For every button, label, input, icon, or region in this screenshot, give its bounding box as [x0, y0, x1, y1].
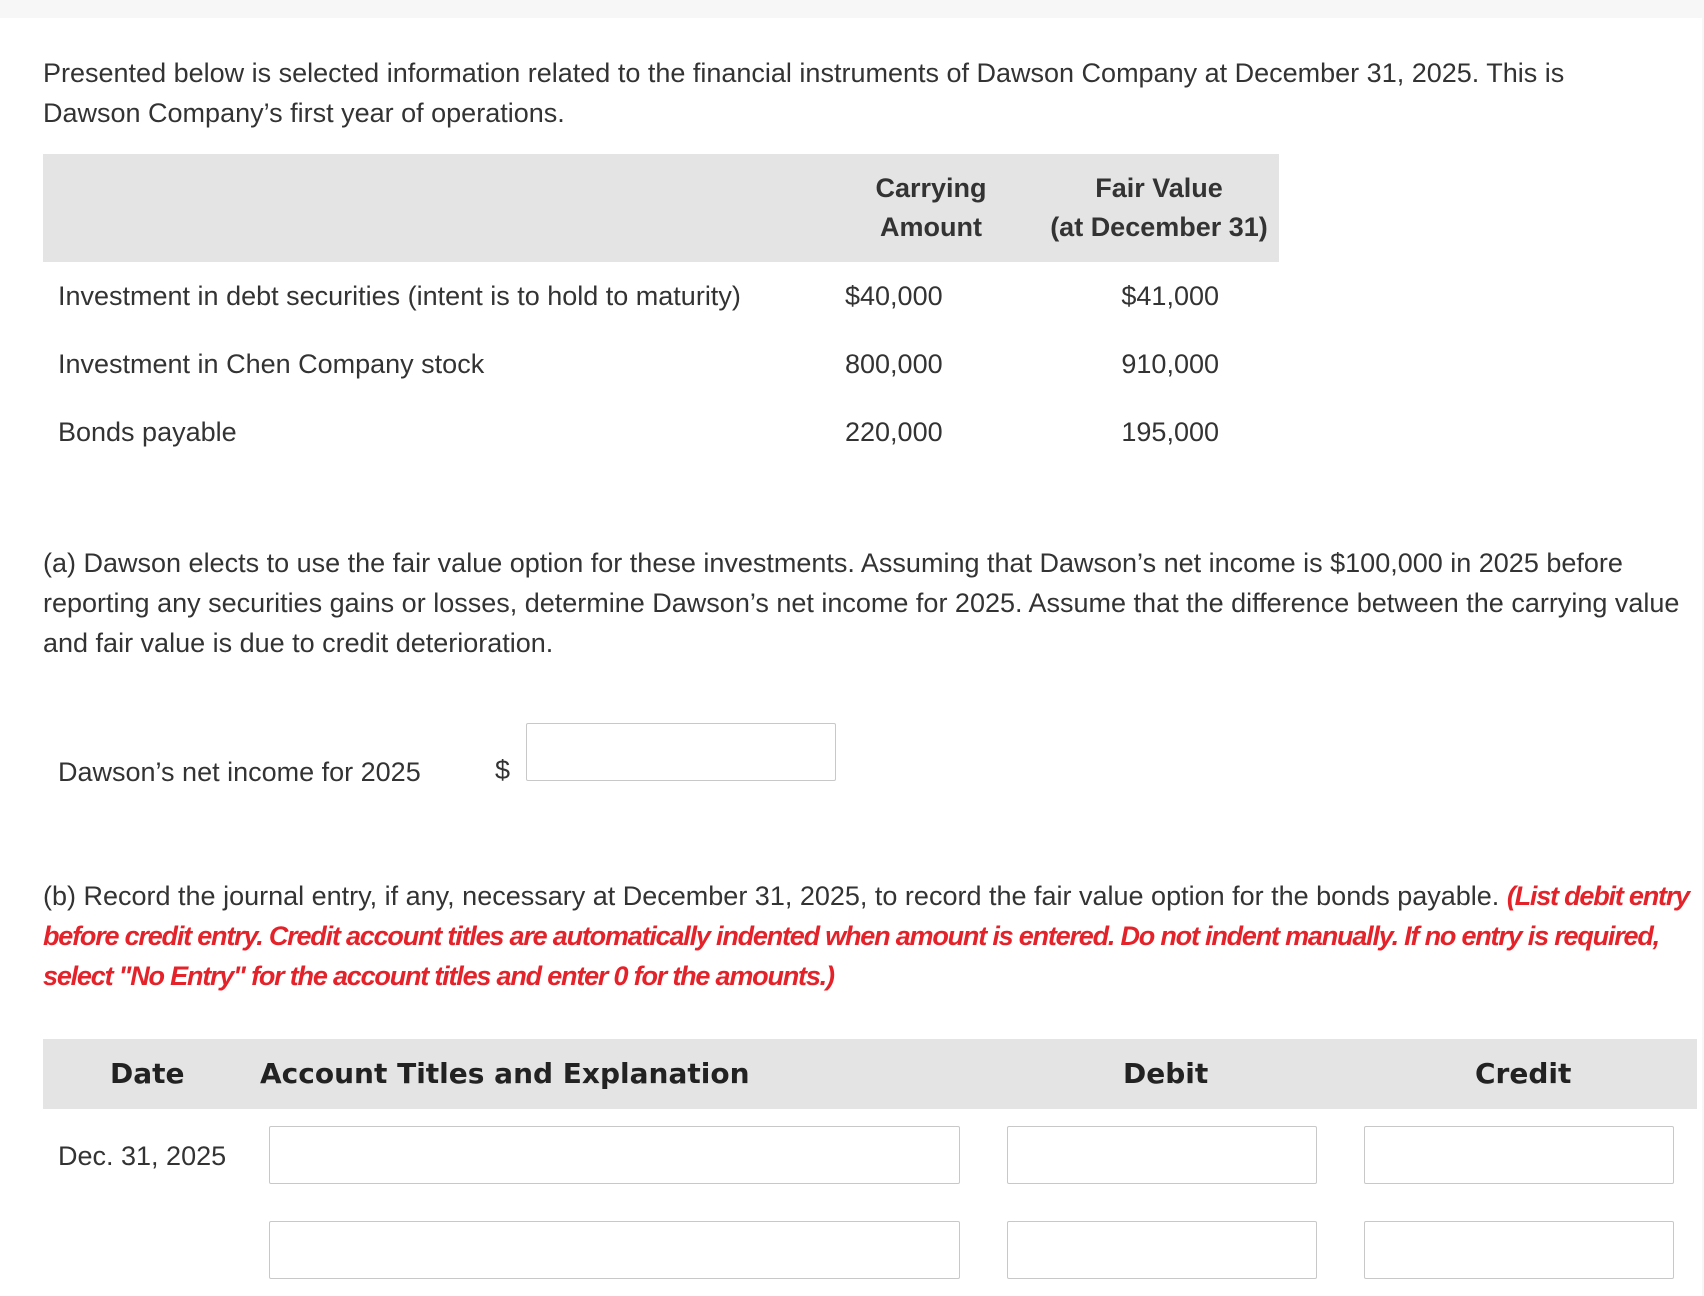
dollar-sign: $: [495, 755, 511, 785]
row-label: Investment in Chen Company stock: [58, 348, 485, 379]
row-fair-value: $41,000: [1121, 280, 1219, 311]
table-header-row: [43, 154, 1279, 262]
header-fair-line2: (at December 31): [1050, 212, 1268, 242]
header-credit: Credit: [1475, 1057, 1572, 1090]
part-b-question: [43, 876, 1693, 996]
header-blank: [43, 154, 823, 262]
row-carrying-amount: 800,000: [845, 348, 943, 379]
header-account-titles: Account Titles and Explanation: [260, 1057, 750, 1090]
row-label: Investment in debt securities (intent is to hold to maturity): [58, 280, 741, 311]
part-b-instruction: (List debit entry before credit entry. Credit account titles are automatically indented when amount is entered. Do not indent manually. If no entry is required, select "No Entry" for the account titles and enter 0 for the amounts.): [43, 881, 1689, 991]
row-fair-value: 910,000: [1121, 348, 1219, 379]
part-b-text: (b) Record the journal entry, if any, necessary at December 31, 2025, to record the fair value option for the bonds payable.: [43, 881, 1500, 911]
row-carrying-amount: 220,000: [845, 416, 943, 447]
header-debit: Debit: [1123, 1057, 1209, 1090]
part-a-question: (a) Dawson elects to use the fair value option for these investments. Assuming that Dawson’s net income is $100,000 in 2025 before reporting any securities gains or losses, determine Dawson’s net income for 2025. Assume that the difference between the carrying value and fair value is due to credit deterioration.: [43, 548, 1680, 658]
debit-input-2[interactable]: [1007, 1221, 1317, 1279]
header-carrying-line2: Amount: [880, 212, 982, 242]
problem-panel: [0, 18, 1702, 1296]
net-income-input[interactable]: [526, 723, 836, 781]
account-title-input-1[interactable]: [269, 1126, 960, 1184]
header-carrying-amount: [823, 154, 1039, 262]
credit-input-2[interactable]: [1364, 1221, 1674, 1279]
journal-date: Dec. 31, 2025: [58, 1141, 227, 1171]
row-label: Bonds payable: [58, 416, 237, 447]
table-row: [43, 330, 1279, 398]
debit-input-1[interactable]: [1007, 1126, 1317, 1184]
header-fair-line1: Fair Value: [1095, 173, 1223, 203]
table-row: [43, 398, 1279, 466]
table-row: [43, 262, 1279, 330]
header-fair-value: [1039, 154, 1279, 262]
row-fair-value: 195,000: [1121, 416, 1219, 447]
header-carrying-line1: Carrying: [875, 173, 987, 203]
credit-input-1[interactable]: [1364, 1126, 1674, 1184]
problem-intro: Presented below is selected information related to the financial instruments of Dawson Company at December 31, 2025. This is Dawson Company’s first year of operations.: [43, 58, 1565, 128]
row-carrying-amount: $40,000: [845, 280, 943, 311]
journal-header: [43, 1039, 1697, 1109]
account-title-input-2[interactable]: [269, 1221, 960, 1279]
financial-instruments-table: [43, 154, 1279, 466]
net-income-label: Dawson’s net income for 2025: [58, 757, 421, 787]
header-date: Date: [110, 1057, 185, 1090]
